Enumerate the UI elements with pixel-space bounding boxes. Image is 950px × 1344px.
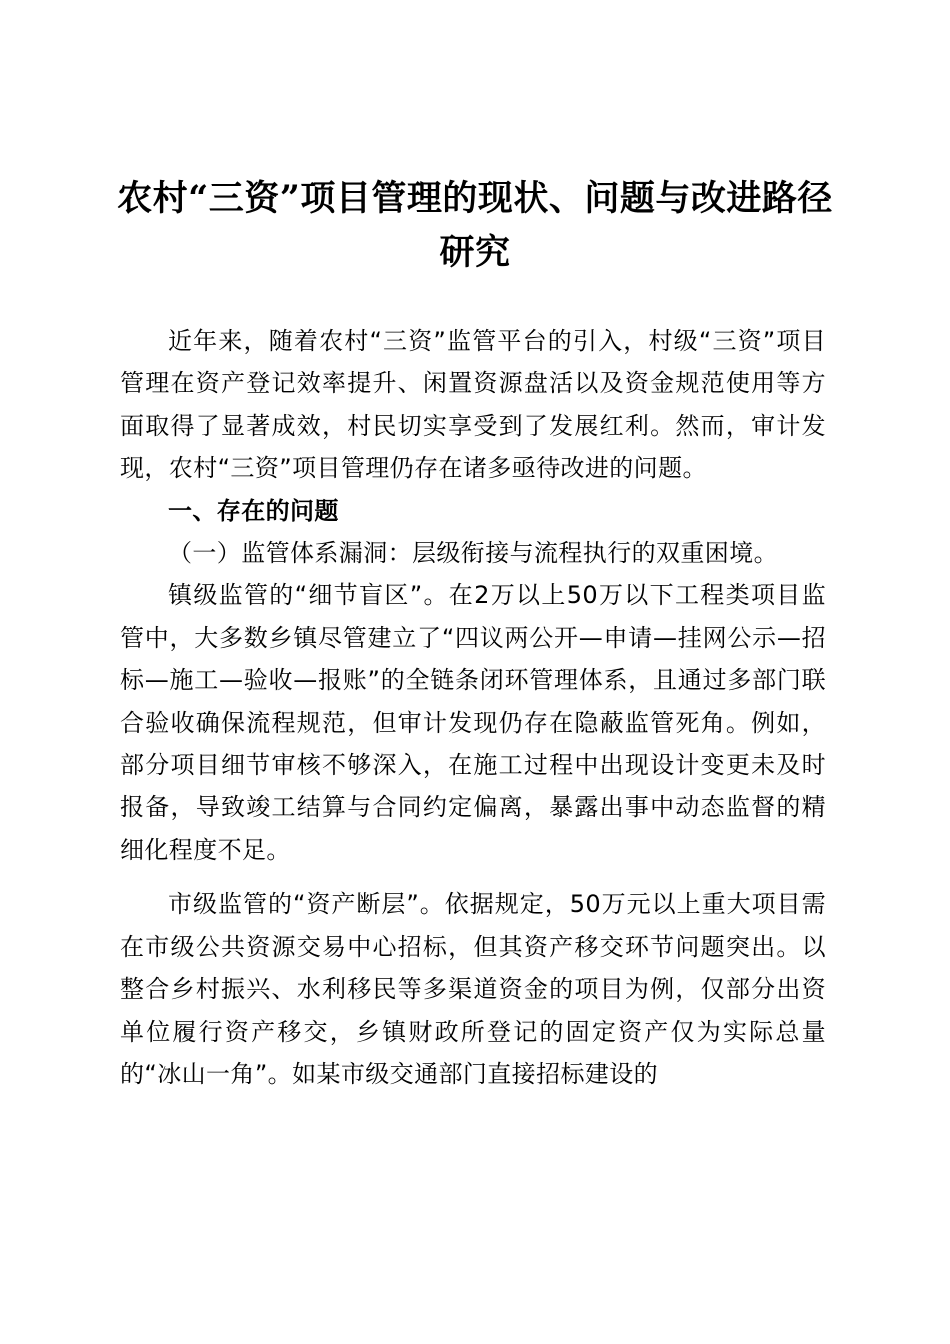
paragraph-town-supervision: 镇级监管的“细节盲区”。在2万以上50万以下工程类项目监管中，大多数乡镇尽管建立了“四议两公开—申请—挂网公示—招标—施工—验收—报账”的全链条闭环管理体系，且通过多部门联合验收确保流程规范，但审计发现仍存在隐蔽监管死角。例如，部分项目细节审核不够深入，在施工过程中出现设计变更未及时报备，导致竣工结算与合同约定偏离，暴露出事中动态监督的精细化程度不足。 [120, 581, 826, 864]
subsection-heading-supervision: （一）监管体系漏洞：层级衔接与流程执行的双重困境。 [168, 539, 778, 568]
paragraph-city-supervision: 市级监管的“资产断层”。依据规定，50万元以上重大项目需在市级公共资源交易中心招标，但其资产移交环节问题突出。以整合乡村振兴、水利移民等多渠道资金的项目为例，仅部分出资单位履行资产移交，乡镇财政所登记的固定资产仅为实际总量的“冰山一角”。如某市级交通部门直接招标建设的 [120, 890, 826, 1088]
paragraph-gap [120, 871, 826, 883]
document-title: 农村“三资”项目管理的现状、问题与改进路径研究 [117, 178, 833, 273]
intro-paragraph: 近年来，随着农村“三资”监管平台的引入，村级“三资”项目管理在资产登记效率提升、闲置资源盘活以及资金规范使用等方面取得了显著成效，村民切实享受到了发展红利。然而，审计发现，农村“三资”项目管理仍存在诸多亟待改进的问题。 [120, 327, 826, 483]
section-heading-problems: 一、存在的问题 [168, 496, 339, 525]
document-body [120, 320, 826, 1095]
